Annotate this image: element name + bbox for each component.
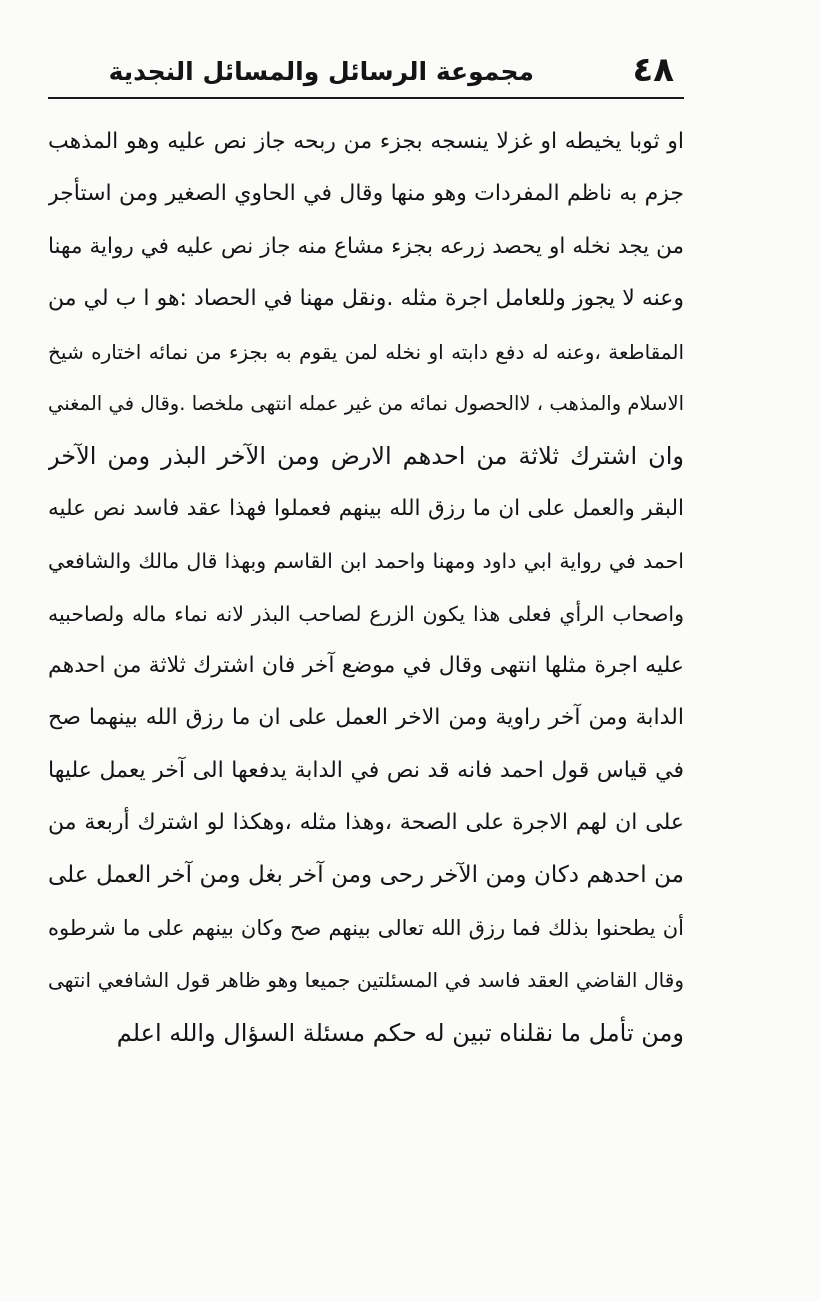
text-line: على ان لهم الاجرة على الصحة ،وهذا مثله ،وهكذا لو اشترك أربعة من [48, 810, 684, 836]
text-line: وان اشترك ثلاثة من احدهم الارض ومن الآخر البذر ومن الآخر [48, 442, 684, 471]
text-line: المقاطعة ،وعنه له دفع دابته او نخله لمن يقوم به بجزء من نمائه اختاره شيخ [48, 339, 684, 364]
text-line: من احدهم دكان ومن الآخر رحى ومن آخر بغل ومن آخر العمل على [48, 862, 684, 889]
running-title: مجموعة الرسائل والمسائل النجدية [108, 57, 534, 86]
text-line: واصحاب الرأي فعلى هذا يكون الزرع لصاحب البذر لانه نماء ماله ولصاحبيه [48, 601, 684, 626]
text-line: وعنه لا يجوز وللعامل اجرة مثله .ونقل مهنا في الحصاد :هو ا ب لي من [48, 286, 684, 312]
page-header [48, 44, 684, 100]
text-line: الاسلام والمذهب ، لاالحصول نمائه من غير عمله انتهى ملخصا .وقال في المغني [48, 391, 684, 415]
text-line: وقال القاضي العقد فاسد في المسئلتين جميعا وهو ظاهر قول الشافعي انتهى [48, 968, 684, 993]
page-number: ٤٨ [632, 50, 674, 90]
text-line: أن يطحنوا بذلك فما رزق الله تعالى بينهم صح وكان بينهم على ما شرطوه [48, 915, 684, 940]
text-line: احمد في رواية ابي داود ومهنا واحمد ابن القاسم وبهذا قال مالك والشافعي [48, 549, 684, 574]
text-line: من يجد نخله او يحصد زرعه بجزء مشاع منه جاز نص عليه في رواية مهنا [48, 233, 684, 259]
text-line: البقر والعمل على ان ما رزق الله بينهم فعملوا فهذا عقد فاسد نص عليه [48, 495, 684, 521]
header-rule [48, 97, 684, 99]
text-line-last: ومن تأمل ما نقلناه تبين له حكم مسئلة السؤال والله اعلم [116, 1018, 684, 1047]
body-text [48, 116, 684, 1059]
text-line: عليه اجرة مثلها انتهى وقال في موضع آخر فان اشترك ثلاثة من احدهم [48, 652, 684, 678]
text-line: جزم به ناظم المفردات وهو منها وقال في الحاوي الصغير ومن استأجر [48, 181, 684, 207]
text-line: الدابة ومن آخر راوية ومن الاخر العمل على ان ما رزق الله بينهما صح [48, 705, 684, 731]
text-line: في قياس قول احمد فانه قد نص في الدابة يدفعها الى آخر يعمل عليها [48, 757, 684, 783]
text-line: او ثوبا يخيطه او غزلا ينسجه بجزء من ربحه جاز نص عليه وهو المذهب [48, 129, 684, 154]
